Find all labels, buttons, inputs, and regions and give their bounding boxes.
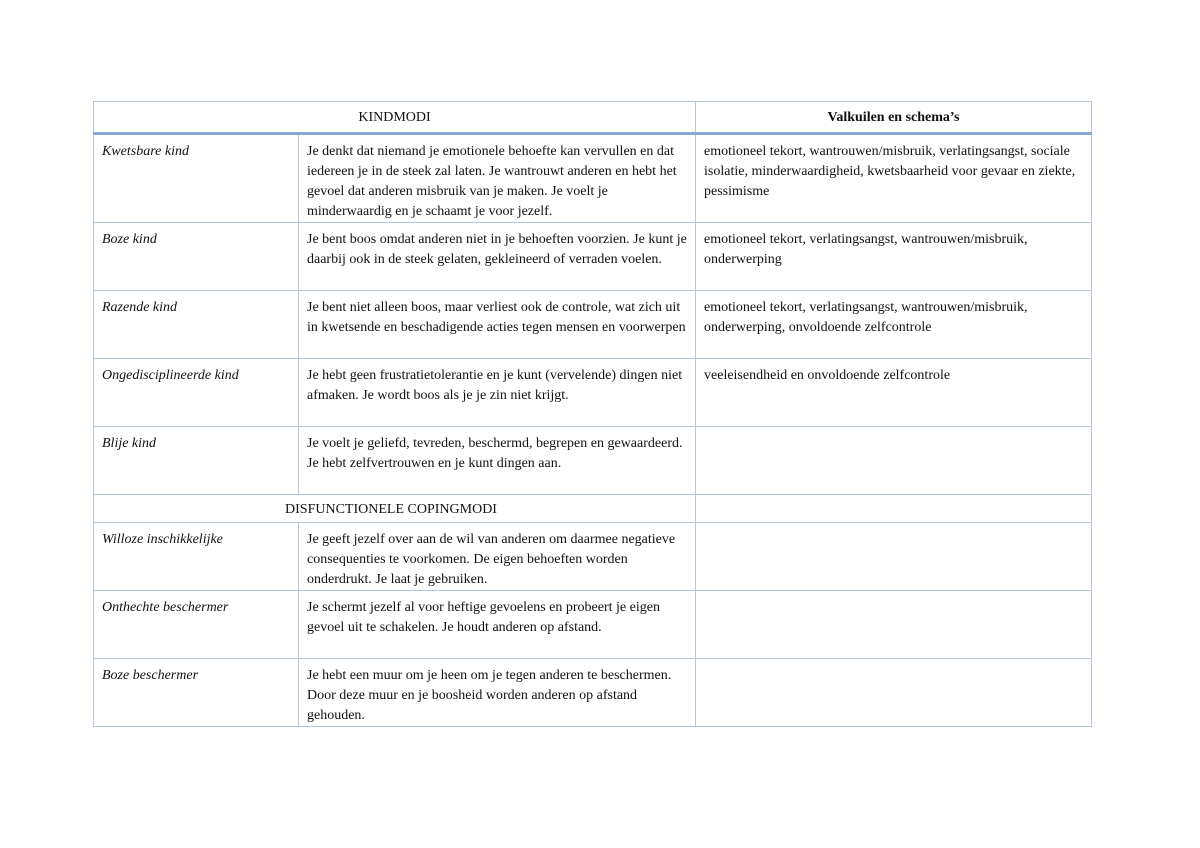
mode-description: Je bent niet alleen boos, maar verliest ook de controle, wat zich uit in kwetsende en beschadigende acties tegen mensen en voorwerpen [299, 291, 696, 359]
section-title: DISFUNCTIONELE COPINGMODI [94, 495, 696, 523]
table-row [94, 223, 1092, 291]
header-valkuilen: Valkuilen en schema’s [696, 102, 1092, 134]
table-row [94, 427, 1092, 495]
table-row [94, 291, 1092, 359]
table-header-row [94, 102, 1092, 134]
header-kindmodi: KINDMODI [94, 102, 696, 134]
mode-description: Je hebt een muur om je heen om je tegen anderen te beschermen. Door deze muur en je boosheid worden anderen op afstand gehouden. [299, 659, 696, 727]
table-row [94, 134, 1092, 223]
mode-pitfalls: veeleisendheid en onvoldoende zelfcontrole [696, 359, 1092, 427]
mode-description: Je schermt jezelf al voor heftige gevoelens en probeert je eigen gevoel uit te schakelen. Je houdt anderen op afstand. [299, 591, 696, 659]
mode-description: Je geeft jezelf over aan de wil van anderen om daarmee negatieve consequenties te voorkomen. De eigen behoeften worden onderdrukt. Je laat je gebruiken. [299, 523, 696, 591]
mode-name: Willoze inschikkelijke [94, 523, 299, 591]
table-row [94, 659, 1092, 727]
mode-name: Boze kind [94, 223, 299, 291]
mode-pitfalls: emotioneel tekort, verlatingsangst, wantrouwen/misbruik, onderwerping [696, 223, 1092, 291]
section-row [94, 495, 1092, 523]
mode-name: Blije kind [94, 427, 299, 495]
mode-pitfalls [696, 659, 1092, 727]
mode-name: Boze beschermer [94, 659, 299, 727]
table-row [94, 591, 1092, 659]
mode-pitfalls [696, 523, 1092, 591]
mode-description: Je denkt dat niemand je emotionele behoefte kan vervullen en dat iedereen je in de steek zal laten. Je wantrouwt anderen en hebt het gevoel dat anderen misbruik van je maken. Je voelt je minderwaardig en je schaamt je voor jezelf. [299, 134, 696, 223]
mode-name: Ongedisciplineerde kind [94, 359, 299, 427]
mode-name: Razende kind [94, 291, 299, 359]
mode-pitfalls: emotioneel tekort, wantrouwen/misbruik, verlatingsangst, sociale isolatie, minderwaardigheid, kwetsbaarheid voor gevaar en ziekte, pessimisme [696, 134, 1092, 223]
table-row [94, 359, 1092, 427]
section-empty-cell [696, 495, 1092, 523]
table-row [94, 523, 1092, 591]
mode-name: Onthechte beschermer [94, 591, 299, 659]
mode-pitfalls [696, 427, 1092, 495]
mode-pitfalls [696, 591, 1092, 659]
mode-description: Je bent boos omdat anderen niet in je behoeften voorzien. Je kunt je daarbij ook in de steek gelaten, gekleineerd of verraden voelen. [299, 223, 696, 291]
mode-pitfalls: emotioneel tekort, verlatingsangst, wantrouwen/misbruik, onderwerping, onvoldoende zelfcontrole [696, 291, 1092, 359]
mode-name: Kwetsbare kind [94, 134, 299, 223]
mode-description: Je voelt je geliefd, tevreden, beschermd, begrepen en gewaardeerd. Je hebt zelfvertrouwen en je kunt dingen aan. [299, 427, 696, 495]
mode-description: Je hebt geen frustratietolerantie en je kunt (vervelende) dingen niet afmaken. Je wordt boos als je je zin niet krijgt. [299, 359, 696, 427]
modes-table [93, 101, 1092, 727]
